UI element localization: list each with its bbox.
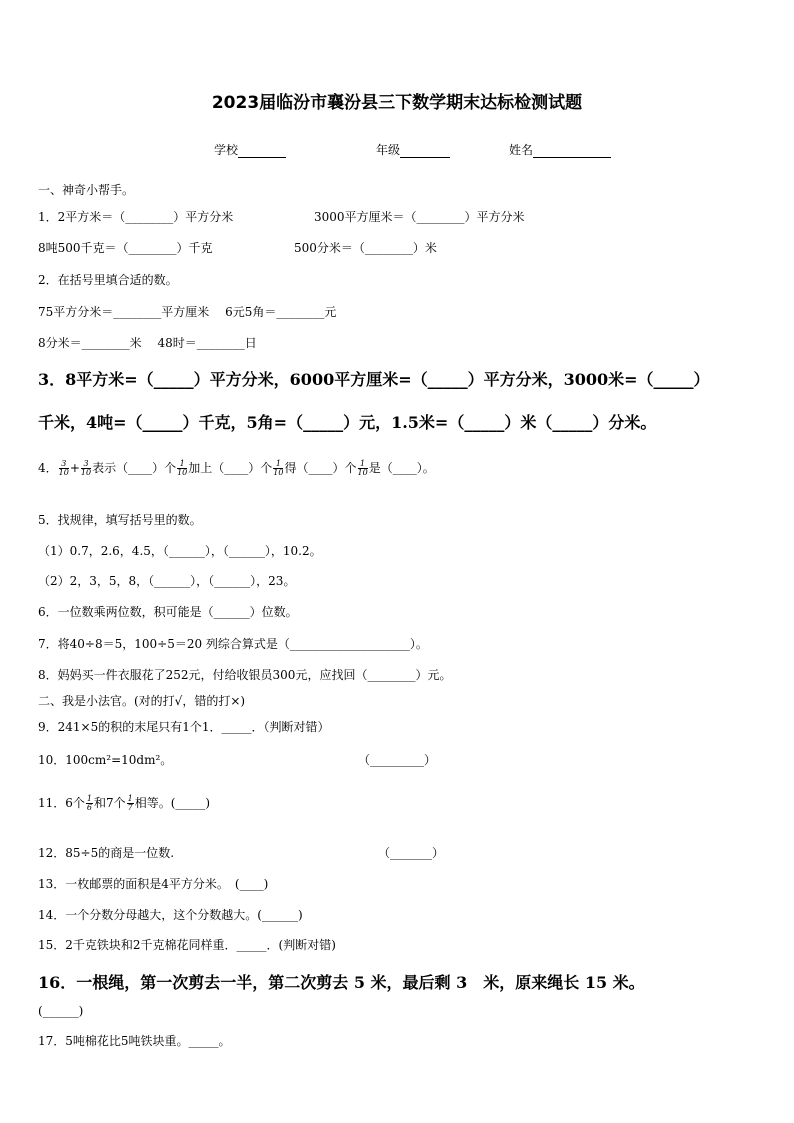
q4-number: 4． [38,461,58,475]
fraction-numerator: 1 [86,794,92,803]
question-5: 5．找规律，填写括号里的数。 [38,513,202,527]
grade-field [376,141,450,158]
question-12: 12．85÷5的商是一位数. [38,846,175,860]
section-one-heading: 一、神奇小帮手。 [38,183,135,197]
q4-text-c: 加上（____）个 [188,461,273,475]
question-12-answer: （_______） [378,846,445,860]
question-1a: 1．2平方米＝（________）平方分米 [38,210,234,224]
fraction-denominator: 10 [177,468,188,477]
fraction-denominator: 10 [80,468,92,477]
question-17: 17．5吨棉花比5吨铁块重。_____。 [38,1034,231,1048]
page-title: 2023届临汾市襄汾县三下数学期末达标检测试题 [211,93,583,113]
question-4: 4． $\frac{3}{10}$ + $\frac{3}{10}$ 表示（____）个 $\frac{1}{10}$ 加上（____）个 $\frac{1}{10}$ 得（____）个 $\frac{1}{10}$ 是（____）。 [38,459,435,477]
fraction-numerator: 3 [81,460,91,469]
fraction-numerator: 1 [177,460,187,469]
name-label: 姓名 [509,143,534,157]
fraction-numerator: 1 [127,794,133,803]
question-11 [38,794,210,812]
question-16: 16．一根绳，第一次剪去一半，第二次剪去 5 米，最后剩 3 米，原来绳长 15 米。 [38,973,645,992]
question-5b: （2）2，3，5，8，（______），（______），23。 [38,574,296,588]
question-10: 10．100cm²=10dm²。 [38,753,173,767]
question-2a: 75平方分米＝________平方厘米 6元5角＝________元 [38,305,337,319]
school-field [214,141,286,158]
q4-text-b: 表示（____）个 [92,461,177,475]
fraction [358,460,368,477]
q4-text-e: 是（____）。 [368,461,435,475]
fraction-denominator: 10 [357,468,368,477]
question-2: 2．在括号里填合适的数。 [38,273,178,287]
q11-text-c: 相等。(_____) [134,796,211,810]
question-15: 15．2千克铁块和2千克棉花同样重．_____．(判断对错) [38,938,336,952]
q11-text-a: 11．6个 [38,796,85,810]
fraction-denominator: 6 [86,803,92,812]
fraction-numerator: 3 [59,460,69,469]
fraction [127,795,134,812]
fraction-numerator: 1 [358,460,368,469]
question-1d: 500分米＝（________）米 [294,241,437,255]
fraction-numerator: 1 [273,460,283,469]
question-10-answer: （_________） [358,753,437,767]
school-label: 学校 [214,143,239,157]
q11-text-b: 和7个 [94,796,126,810]
fraction [273,460,283,477]
fraction-denominator: 7 [127,803,133,812]
question-9: 9．241×5的积的末尾只有1个1．_____．（判断对错） [38,720,330,734]
fraction [81,460,91,477]
grade-label: 年级 [376,143,401,157]
question-7: 7．将40÷8＝5，100÷5＝20 列综合算式是（____________________）。 [38,637,428,651]
name-field [509,141,611,158]
question-3a: 3．8平方米=（_____）平方分米，6000平方厘米=（_____）平方分米，3000米=（_____） [38,370,710,389]
question-6: 6．一位数乘两位数，积可能是（______）位数。 [38,605,298,619]
grade-blank [400,143,450,158]
question-13: 13．一枚邮票的面积是4平方分米。 (____) [38,877,269,891]
name-blank [533,143,611,158]
question-1c: 8吨500千克＝（________）千克 [38,241,213,255]
question-8: 8．妈妈买一件衣服花了252元，付给收银员300元，应找回（________）元。 [38,668,452,682]
fraction [86,795,93,812]
fraction [59,460,69,477]
fraction [177,460,187,477]
question-3b: 千米，4吨=（_____）千克，5角=（_____）元，1.5米=（_____）米（_____）分米。 [38,413,657,432]
fraction-denominator: 10 [273,468,284,477]
question-1b: 3000平方厘米＝（________）平方分米 [314,210,525,224]
fraction-denominator: 10 [58,468,69,477]
question-5a: （1）0.7，2.6，4.5，（______），（______），10.2。 [38,544,322,558]
question-14: 14．一个分数分母越大，这个分数越大。(______) [38,908,303,922]
section-two-heading: 二、我是小法官。(对的打√，错的打×) [38,694,246,708]
question-16-answer: (______) [38,1004,84,1018]
school-blank [238,143,286,158]
question-2b: 8分米＝________米 48时＝________日 [38,336,257,350]
q4-text-d: 得（____）个 [284,461,357,475]
